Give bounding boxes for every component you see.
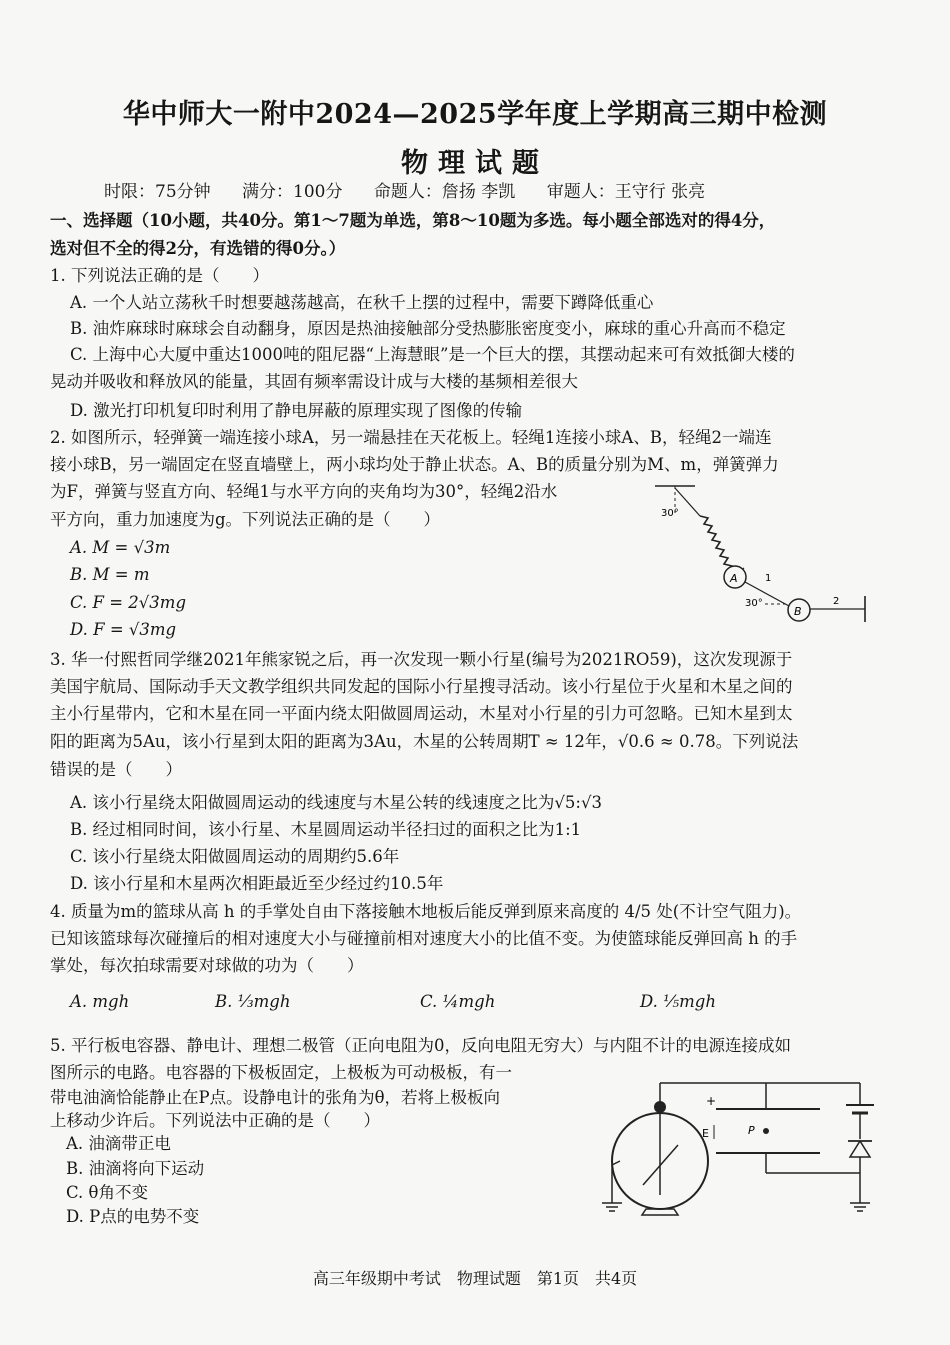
q1-option-d: D. 激光打印机复印时利用了静电屏蔽的原理实现了图像的传输 bbox=[70, 401, 523, 420]
ball-b-label: B bbox=[794, 605, 802, 618]
q3-line4: 阳的距离为5Au，该小行星到太阳的距离为3Au，木星的公转周期T ≈ 12年，√0.6 ≈ 0.78。下列说法 bbox=[50, 732, 799, 751]
rope-2-label: 2 bbox=[833, 596, 840, 607]
q5-line1: 5. 平行板电容器、静电计、理想二极管（正向电阻为0，反向电阻无穷大）与内阻不计的电源连接成如 bbox=[50, 1036, 791, 1055]
q5-option-b: B. 油滴将向下运动 bbox=[66, 1159, 205, 1178]
q5-line3: 带电油滴恰能静止在P点。设静电计的张角为θ，若将上极板向 bbox=[50, 1088, 501, 1107]
q4-line1: 4. 质量为m的篮球从高 h 的手掌处自由下落接触木地板后能反弹到原来高度的 4/5 处(不计空气阻力)。 bbox=[50, 902, 802, 921]
q5-option-c: C. θ角不变 bbox=[66, 1183, 148, 1202]
q2-option-b: B. M = m bbox=[70, 565, 150, 584]
q4-option-c: C. ¼mgh bbox=[420, 992, 496, 1011]
q3-line5: 错误的是（ ） bbox=[50, 760, 182, 779]
q3-option-d: D. 该小行星和木星两次相距最近至少经过约10.5年 bbox=[70, 874, 444, 893]
q3-option-a: A. 该小行星绕太阳做圆周运动的线速度与木星公转的线速度之比为√5:√3 bbox=[70, 793, 602, 812]
question-reviewer: 审题人：王守行 张亮 bbox=[546, 182, 706, 202]
field-label: E bbox=[702, 1127, 709, 1140]
q2-option-c: C. F = 2√3mg bbox=[70, 593, 187, 612]
time-limit: 时限：75分钟 bbox=[104, 182, 211, 202]
rope-1-label: 1 bbox=[765, 573, 772, 584]
q1-option-c-line1: C. 上海中心大厦中重达1000吨的阻尼器“上海慧眼”是一个巨大的摆，其摆动起来可有效抵御大楼的 bbox=[70, 345, 795, 364]
rope-1-angle-label: 30° bbox=[745, 598, 763, 609]
q2-line2: 接小球B，另一端固定在竖直墙壁上，两小球均处于静止状态。A、B的质量分别为M、m，弹簧弹力 bbox=[50, 455, 779, 474]
q2-option-d: D. F = √3mg bbox=[70, 620, 177, 639]
q1-option-c-line2: 晃动并吸收和释放风的能量，其固有频率需设计成与大楼的基频相差很大 bbox=[50, 372, 578, 391]
q4-option-a: A. mgh bbox=[70, 992, 130, 1011]
spring-angle-label: 30° bbox=[661, 508, 679, 519]
point-p-label: P bbox=[748, 1124, 755, 1137]
full-score: 满分：100分 bbox=[242, 182, 343, 202]
q1-option-a: A. 一个人站立荡秋千时想要越荡越高，在秋千上摆的过程中，需要下蹲降低重心 bbox=[70, 293, 654, 312]
q5-circuit-figure bbox=[598, 1075, 888, 1220]
section-intro-line1: 一、选择题（10小题，共40分。第1～7题为单选，第8～10题为多选。每小题全部选对的得4分， bbox=[50, 211, 776, 230]
q4-line2: 已知该篮球每次碰撞后的相对速度大小与碰撞前相对速度大小的比值不变。为使篮球能反弹回高 h 的手 bbox=[50, 929, 798, 948]
ball-a-label: A bbox=[730, 572, 738, 585]
exam-meta bbox=[104, 177, 731, 202]
q5-line4: 上移动少许后。下列说法中正确的是（ ） bbox=[50, 1111, 380, 1130]
q1-option-b: B. 油炸麻球时麻球会自动翻身，原因是热油接触部分受热膨胀密度变小，麻球的重心升高而不稳定 bbox=[70, 319, 786, 338]
oil-drop bbox=[763, 1128, 769, 1134]
q3-line2: 美国宇航局、国际动手天文教学组织共同发起的国际小行星搜寻活动。该小行星位于火星和木星之间的 bbox=[50, 677, 793, 696]
q3-option-b: B. 经过相同时间，该小行星、木星圆周运动半径扫过的面积之比为1:1 bbox=[70, 820, 582, 839]
diode-triangle bbox=[850, 1141, 870, 1157]
spring-upper-segment bbox=[675, 488, 700, 516]
q3-line1: 3. 华一付熙哲同学继2021年熊家锐之后，再一次发现一颗小行星(编号为2021RO59)，这次发现源于 bbox=[50, 650, 793, 669]
q4-line3: 掌处，每次拍球需要对球做的功为（ ） bbox=[50, 956, 364, 975]
q5-option-d: D. P点的电势不变 bbox=[66, 1207, 200, 1226]
electrometer-knob bbox=[654, 1101, 666, 1113]
page-title: 华中师大一附中2024—2025学年度上学期高三期中检测 bbox=[122, 99, 828, 130]
plus-sign: + bbox=[706, 1094, 717, 1108]
q1-stem: 1. 下列说法正确的是（ ） bbox=[50, 266, 269, 285]
question-setter: 命题人：詹扬 李凯 bbox=[373, 182, 516, 202]
page-footer: 高三年级期中考试 物理试题 第1页 共4页 bbox=[312, 1269, 638, 1288]
q2-line4: 平方向，重力加速度为g。下列说法正确的是（ ） bbox=[50, 510, 441, 529]
q3-line3: 主小行星带内，它和木星在同一平面内绕太阳做圆周运动，木星对小行星的引力可忽略。已知木星到太 bbox=[50, 704, 793, 723]
q3-option-c: C. 该小行星绕太阳做圆周运动的周期约5.6年 bbox=[70, 847, 400, 866]
paper-subtitle: 物理试题 bbox=[401, 148, 549, 179]
section-intro-line2: 选对但不全的得2分，有选错的得0分。） bbox=[50, 239, 346, 258]
q2-figure bbox=[655, 476, 885, 636]
q2-option-a: A. M = √3m bbox=[70, 538, 171, 557]
q4-option-b: B. ⅓mgh bbox=[215, 992, 291, 1011]
q4-option-d: D. ⅕mgh bbox=[640, 992, 716, 1011]
q5-option-a: A. 油滴带正电 bbox=[66, 1134, 171, 1153]
q2-line3: 为F，弹簧与竖直方向、轻绳1与水平方向的夹角均为30°，轻绳2沿水 bbox=[50, 482, 558, 501]
q5-line2: 图所示的电路。电容器的下极板固定，上极板为可动极板，有一 bbox=[50, 1063, 512, 1082]
spring-coil bbox=[700, 516, 736, 574]
q2-line1: 2. 如图所示，轻弹簧一端连接小球A，另一端悬挂在天花板上。轻绳1连接小球A、B，轻绳2一端连 bbox=[50, 428, 772, 447]
